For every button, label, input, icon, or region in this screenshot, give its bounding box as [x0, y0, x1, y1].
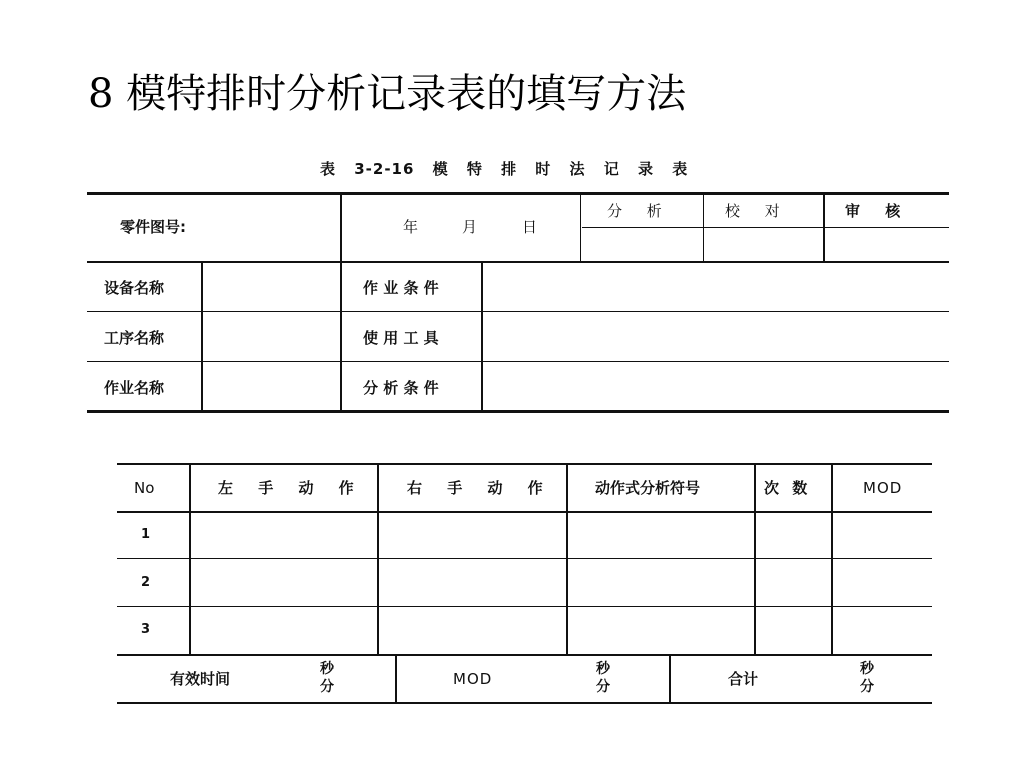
- col-line-signoff-2: [703, 195, 704, 262]
- header-no: No: [134, 479, 155, 497]
- row-number-1: 1: [141, 527, 151, 542]
- footer-unit-1: [320, 660, 334, 696]
- footer-unit-2-min: 分: [596, 679, 610, 695]
- row-label-equipment: 设备名称: [104, 279, 165, 297]
- top-table-border-bottom: [87, 410, 949, 413]
- date-month: 月: [462, 218, 478, 236]
- col-line-right-hand: [566, 465, 568, 655]
- row-divider-1: [117, 558, 932, 559]
- row-divider-2: [117, 606, 932, 607]
- footer-unit-3-min: 分: [860, 679, 874, 695]
- bottom-table-border-top: [117, 463, 932, 465]
- row-number-3: 3: [141, 622, 151, 637]
- date-day: 日: [522, 218, 538, 236]
- footer-unit-1-min: 分: [320, 679, 334, 695]
- row-label-operation: 作业名称: [104, 379, 165, 397]
- header-bottom-line: [117, 511, 932, 513]
- date-year: 年: [403, 218, 419, 236]
- row-line-1: [87, 261, 949, 263]
- rows-bottom-line: [117, 654, 932, 656]
- col-line-count: [831, 465, 833, 655]
- col-line-label: [201, 263, 203, 411]
- col-line-signoff-3: [823, 195, 825, 262]
- bottom-table-border-bottom: [117, 702, 932, 704]
- footer-effective-time: 有效时间: [170, 670, 231, 688]
- col-line-left-hand: [377, 465, 379, 655]
- signoff-proof: 校 对: [725, 202, 790, 220]
- col-line-signoff-1: [580, 195, 581, 262]
- footer-total: 合计: [728, 670, 759, 688]
- row-line-3: [87, 361, 949, 362]
- row-label-work-conditions: 作 业 条 件: [363, 279, 439, 297]
- footer-mod: MOD: [453, 670, 493, 688]
- row-line-2: [87, 311, 949, 312]
- table-caption: 表 3-2-16 模 特 排 时 法 记 录 表: [320, 160, 689, 178]
- footer-unit-2: [596, 660, 610, 696]
- footer-unit-1-sec: 秒: [320, 661, 334, 677]
- footer-col-line-2: [669, 656, 671, 703]
- row-label-process: 工序名称: [104, 329, 165, 347]
- top-table-border-top: [87, 192, 949, 195]
- header-mod: MOD: [863, 479, 903, 497]
- footer-unit-2-sec: 秒: [596, 661, 610, 677]
- col-line-right-label: [481, 263, 483, 411]
- slide-title: 8 模特排时分析记录表的填写方法: [88, 71, 687, 117]
- header-left-hand-motion: 左 手 动 作: [218, 479, 364, 497]
- header-analysis-symbol: 动作式分析符号: [595, 479, 701, 497]
- signoff-divider-line: [582, 227, 949, 228]
- row-label-tools: 使 用 工 具: [363, 329, 439, 347]
- signoff-analysis: 分 析: [607, 202, 672, 220]
- header-count: 次 数: [764, 479, 812, 497]
- footer-unit-3: [860, 660, 874, 696]
- row-number-2: 2: [141, 575, 151, 590]
- signoff-review: 审 核: [845, 202, 911, 220]
- part-number-label: 零件图号:: [120, 218, 186, 236]
- col-line-symbol: [754, 465, 756, 655]
- row-label-analysis-conditions: 分 析 条 件: [363, 379, 439, 397]
- footer-unit-3-sec: 秒: [860, 661, 874, 677]
- col-line-no: [189, 465, 191, 655]
- header-right-hand-motion: 右 手 动 作: [407, 479, 553, 497]
- footer-col-line-1: [395, 656, 397, 703]
- col-line-main: [340, 195, 342, 411]
